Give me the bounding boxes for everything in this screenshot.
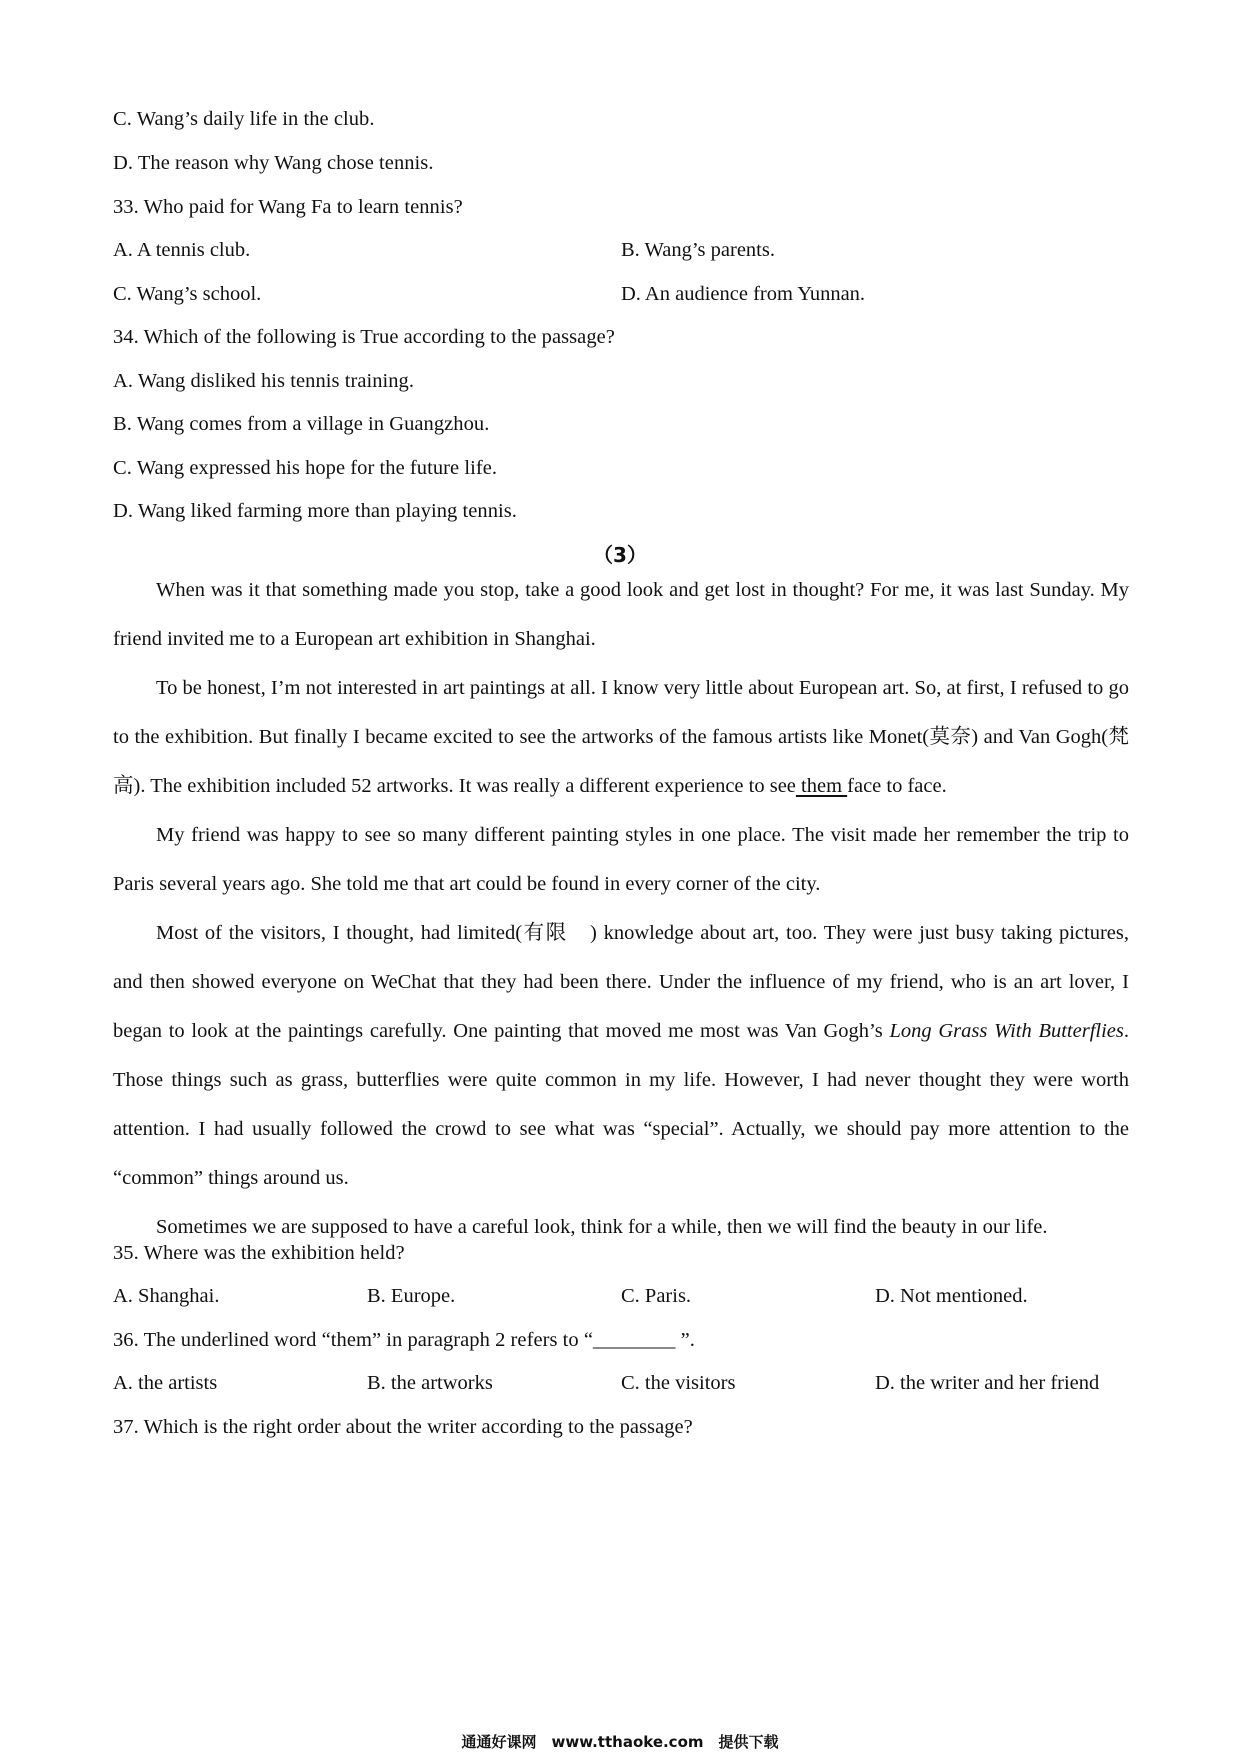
q32-option-c: C. Wang’s daily life in the club. bbox=[113, 108, 375, 130]
painting-title: Long Grass With Butterflies bbox=[889, 1020, 1124, 1042]
q34-option-a: A. Wang disliked his tennis training. bbox=[113, 370, 415, 392]
page-footer: 通通好课网 www.tthaoke.com 提供下载 bbox=[461, 1733, 779, 1751]
q35-option-d: D. Not mentioned. bbox=[875, 1285, 1028, 1307]
paragraph-4-text-before: Most of the visitors, I thought, had limited(有限 ) knowledge about art, too. They were just busy taking pictures, and then showed everyone on WeChat that they had been there. Under the influence of my friend, who is an art lover, I began to look at the paintings carefully. One painting that moved me most was Van Gogh’s bbox=[113, 922, 1129, 1042]
reading-passage bbox=[113, 566, 1129, 1252]
passage-paragraph-5: Sometimes we are supposed to have a careful look, think for a while, then we will find the beauty in our life. bbox=[156, 1216, 1048, 1238]
q35-option-b: B. Europe. bbox=[367, 1285, 456, 1307]
q34-option-c: C. Wang expressed his hope for the future life. bbox=[113, 457, 498, 479]
q33-option-a: A. A tennis club. bbox=[113, 239, 251, 261]
q37-question: 37. Which is the right order about the writer according to the passage? bbox=[113, 1416, 693, 1438]
underlined-word-them: them bbox=[795, 775, 848, 797]
q33-option-c: C. Wang’s school. bbox=[113, 283, 262, 305]
q34-option-b: B. Wang comes from a village in Guangzhou. bbox=[113, 413, 490, 435]
paragraph-2-text-before: To be honest, I’m not interested in art paintings at all. I know very little about European art. So, at first, I refused to go to the exhibition. But finally I became excited to see the artworks of the famous artists like Monet(莫奈) and Van Gogh(梵高). The exhibition included 52 artworks. It was really a different experience to see bbox=[113, 677, 1129, 797]
paragraph-4-text-after: . Those things such as grass, butterflies were quite common in my life. However, I had never thought they were worth attention. I had usually followed the crowd to see what was “special”. Actually, we should pay more attention to the “common” things around us. bbox=[113, 1020, 1129, 1189]
q33-option-d: D. An audience from Yunnan. bbox=[621, 283, 866, 305]
q36-option-c: C. the visitors bbox=[621, 1372, 736, 1394]
q32-option-d: D. The reason why Wang chose tennis. bbox=[113, 152, 434, 174]
passage-paragraph-4 bbox=[113, 909, 1129, 1203]
q35-option-a: A. Shanghai. bbox=[113, 1285, 220, 1307]
q33-option-b: B. Wang’s parents. bbox=[621, 239, 775, 261]
q36-option-b: B. the artworks bbox=[367, 1372, 493, 1394]
section-label: （3） bbox=[593, 543, 647, 567]
q34-question: 34. Which of the following is True according to the passage? bbox=[113, 326, 615, 348]
q33-question: 33. Who paid for Wang Fa to learn tennis? bbox=[113, 196, 463, 218]
q35-option-c: C. Paris. bbox=[621, 1285, 692, 1307]
q36-option-d: D. the writer and her friend bbox=[875, 1372, 1100, 1394]
passage-paragraph-1: When was it that something made you stop, take a good look and get lost in thought? For me, it was last Sunday. My friend invited me to a European art exhibition in Shanghai. bbox=[113, 579, 1129, 650]
q36-question: 36. The underlined word “them” in paragraph 2 refers to “________ ”. bbox=[113, 1329, 695, 1351]
paragraph-2-text-after: face to face. bbox=[847, 775, 947, 797]
q35-question: 35. Where was the exhibition held? bbox=[113, 1242, 405, 1264]
q34-option-d: D. Wang liked farming more than playing tennis. bbox=[113, 500, 517, 522]
q36-option-a: A. the artists bbox=[113, 1372, 218, 1394]
passage-paragraph-2 bbox=[113, 664, 1129, 811]
passage-paragraph-3: My friend was happy to see so many different painting styles in one place. The visit made her remember the trip to Paris several years ago. She told me that art could be found in every corner of the city. bbox=[113, 824, 1129, 895]
